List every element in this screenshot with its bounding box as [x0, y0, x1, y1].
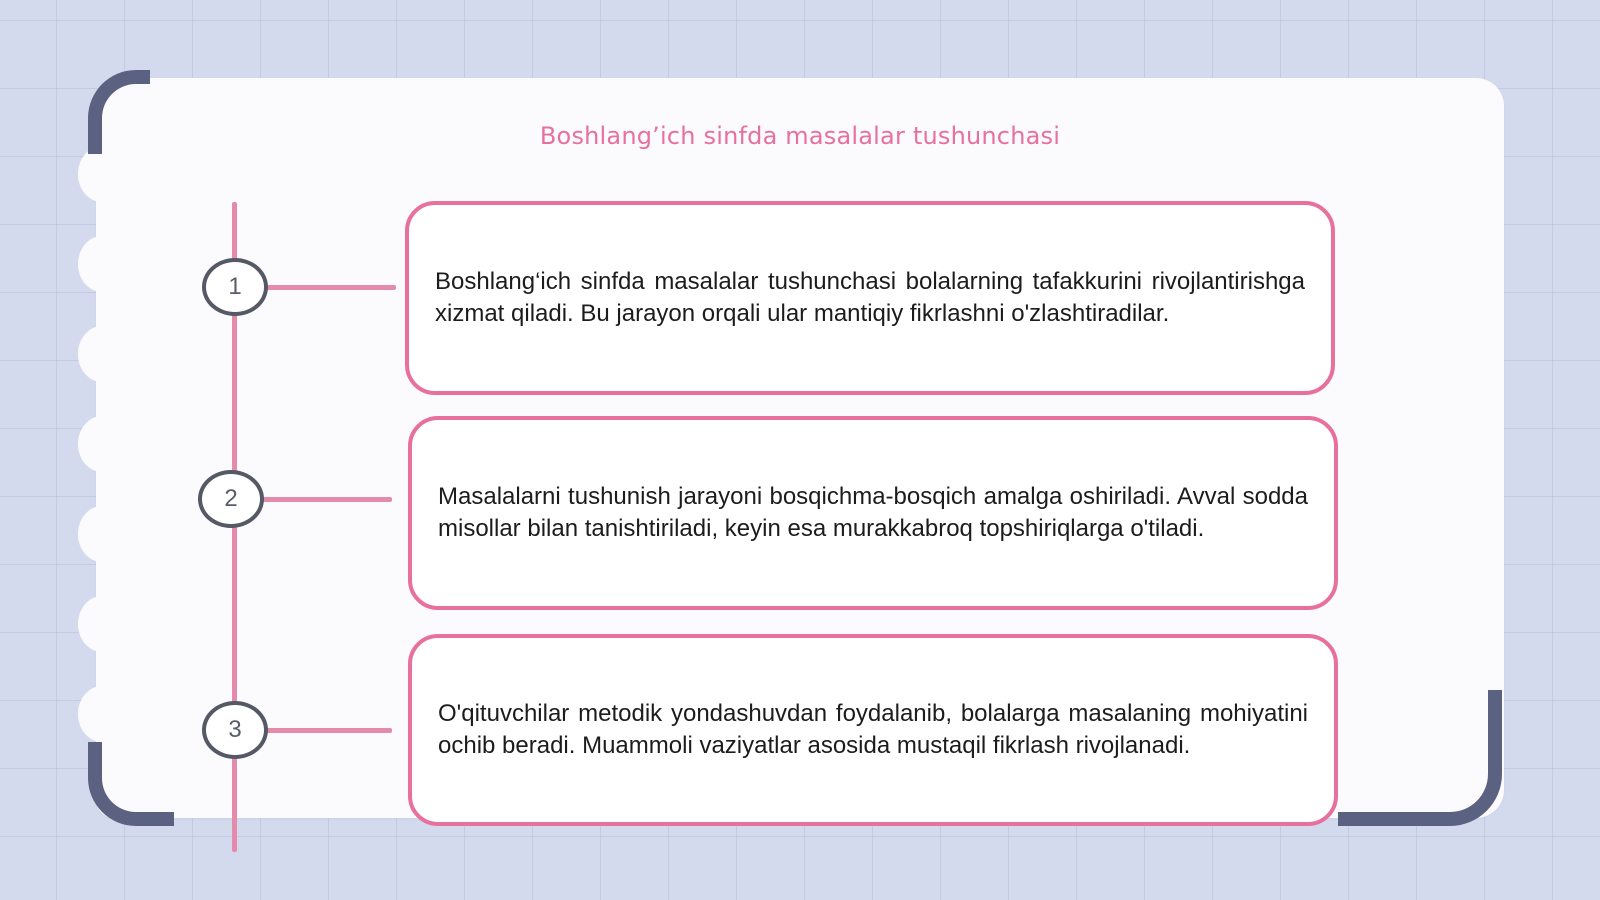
paper-scallop [78, 686, 126, 742]
paper-scallop [78, 326, 126, 382]
corner-bracket-bottom-right [1338, 690, 1502, 826]
step-1-card [405, 201, 1335, 395]
step-3-number-badge: 3 [202, 701, 268, 759]
paper-scallop [78, 506, 126, 562]
paper-scallop [78, 596, 126, 652]
step-2-card [408, 416, 1338, 610]
step-1-number-badge: 1 [202, 258, 268, 316]
step-3-card [408, 634, 1338, 826]
step-2-number-badge: 2 [198, 470, 264, 528]
slide-title: Boshlang’ich sinfda masalalar tushunchasi [539, 122, 1061, 150]
step-2-text: Masalalarni tushunish jarayoni bosqichma-bosqich amalga oshiriladi. Avval sodda misollar bilan tanishtiriladi, keyin esa murakkabroq topshiriqlarga o'tiladi. [438, 483, 1308, 542]
step-1-text: Boshlang‘ich sinfda masalalar tushunchasi bolalarning tafakkurini rivojlantirishga xizmat qiladi. Bu jarayon orqali ular mantiqiy fikrlashni o'zlashtiradilar. [435, 268, 1305, 327]
corner-bracket-bottom-left [88, 742, 174, 826]
step-3-connector [264, 728, 392, 733]
paper-scallop [78, 416, 126, 472]
step-2-connector [260, 497, 392, 502]
paper-scallop [78, 146, 126, 202]
step-1-connector [264, 285, 396, 290]
step-3-text: O'qituvchilar metodik yondashuvdan foydalanib, bolalarga masalaning mohiyatini ochib beradi. Muammoli vaziyatlar asosida mustaqil fikrlash rivojlanadi. [438, 700, 1308, 759]
paper-scallop [78, 236, 126, 292]
